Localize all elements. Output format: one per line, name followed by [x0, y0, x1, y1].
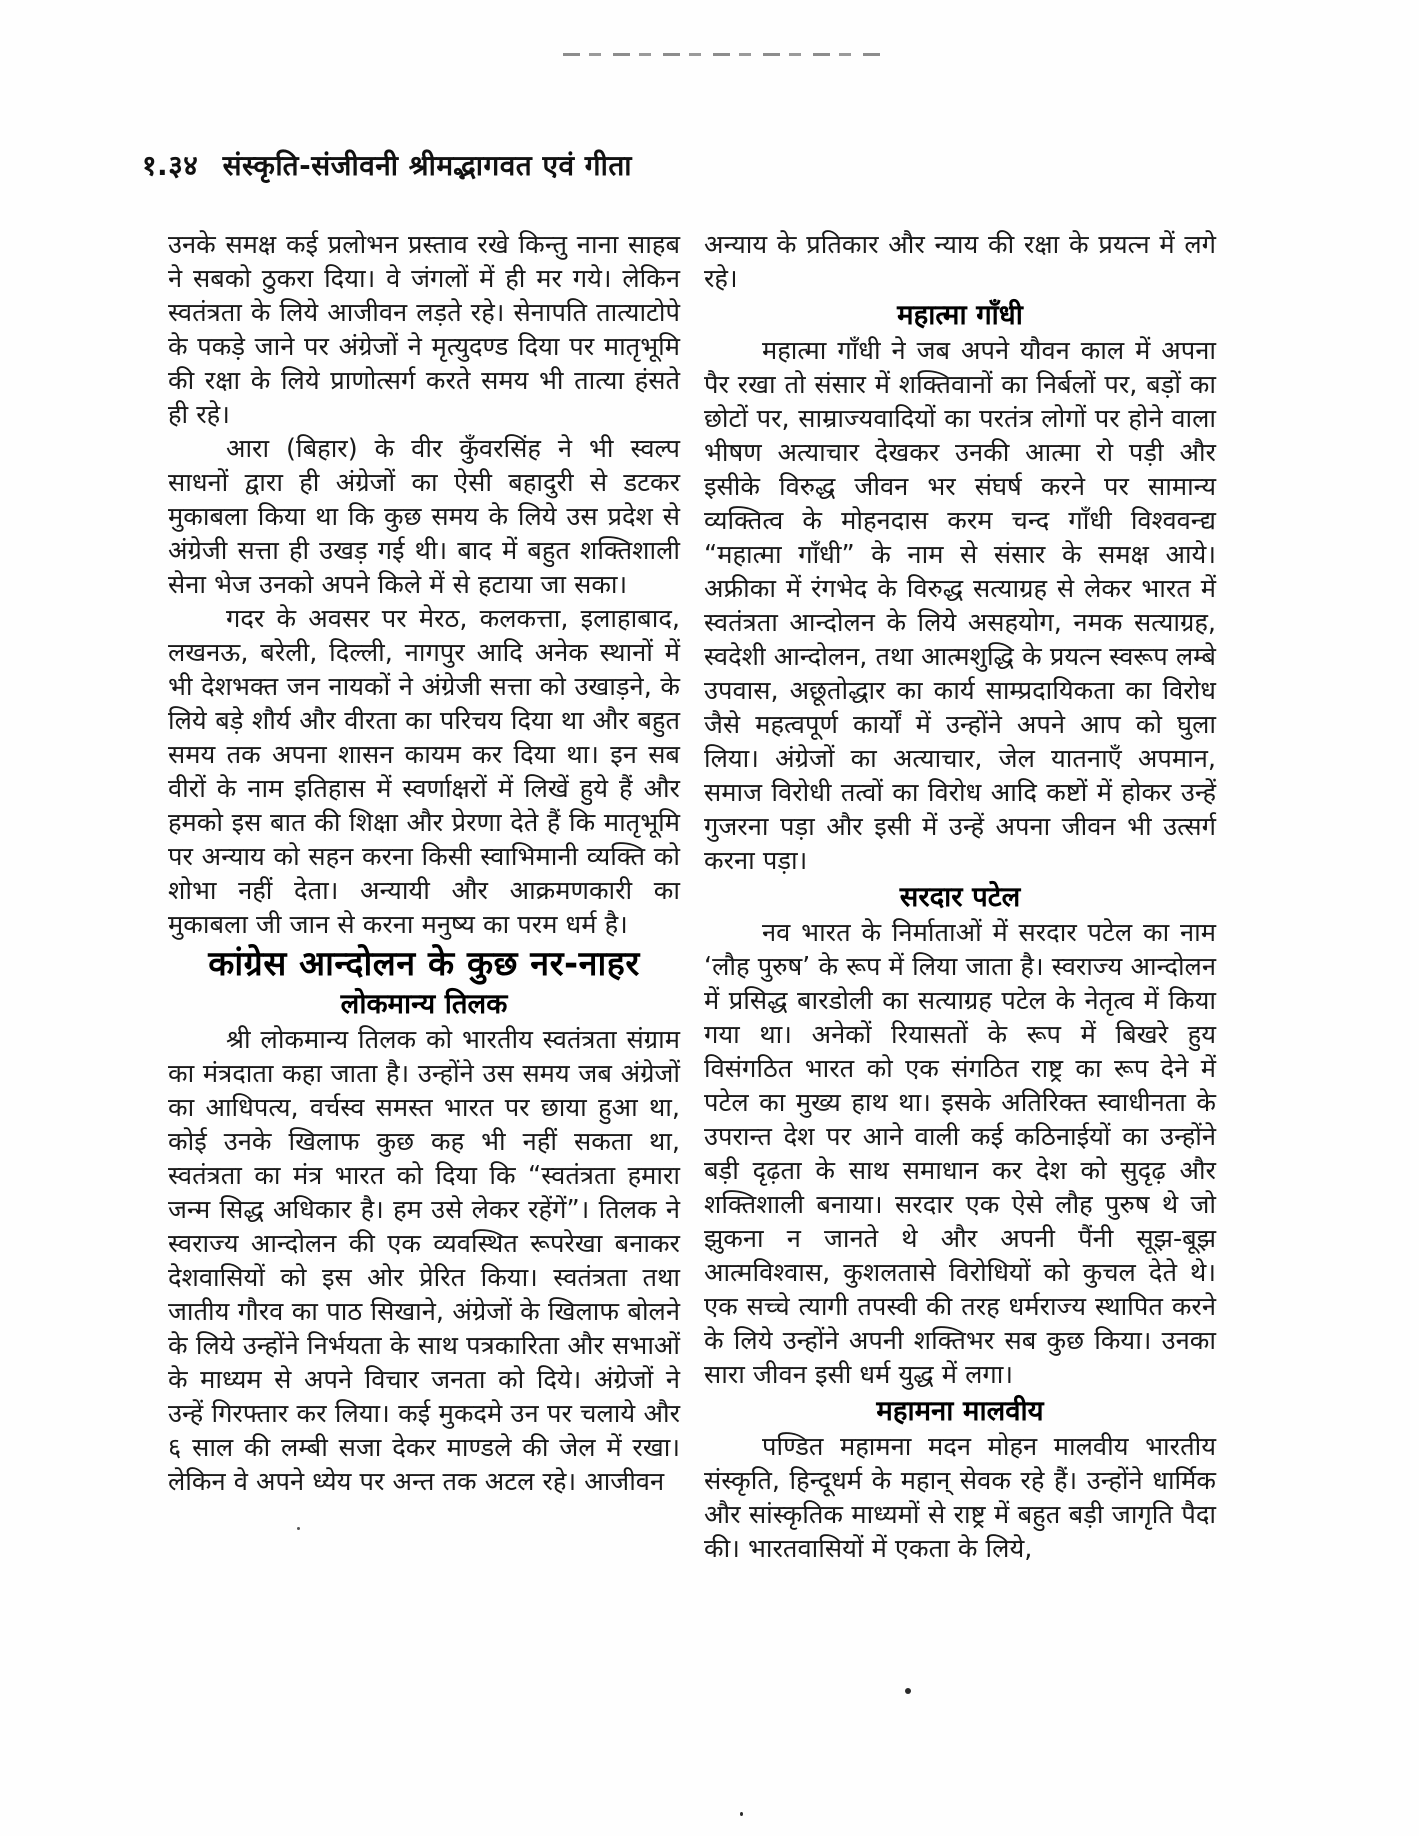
- paragraph-gadar: गदर के अवसर पर मेरठ, कलकत्ता, इलाहाबाद, लखनऊ, बरेली, दिल्ली, नागपुर आदि अनेक स्थानों में भी देशभक्त जन नायकों ने अंग्रेजी सत्ता को उखाड़ने, के लिये बड़े शौर्य और वीरता का परिचय दिया था और बहुत समय तक अपना शासन कायम कर दिया था। इन सब वीरों के नाम इतिहास में स्वर्णाक्षरों में लिखें हुये हैं और हमको इस बात की शिक्षा और प्रेरणा देते हैं कि मातृभूमि पर अन्याय को सहन करना किसी स्वाभिमानी व्यक्ति को शोभा नहीं देता। अन्यायी और आक्रमणकारी का मुकाबला जी जान से करना मनुष्य का परम धर्म है।: [168, 604, 680, 940]
- heading-mahatma-gandhi: महात्मा गाँधी: [897, 299, 1023, 331]
- scan-speck: [905, 1688, 911, 1694]
- paragraph-kunwar-singh: आरा (बिहार) के वीर कुँवरसिंह ने भी स्वल्प साधनों द्वारा ही अंग्रेजों का ऐसी बहादुरी से डटकर मुकाबला किया था कि कुछ समय के लिये उस प्रदेश से अंग्रेजी सत्ता ही उखड़ गई थी। बाद में बहुत शक्तिशाली सेना भेज उनको अपने किले में से हटाया जा सका।: [168, 434, 680, 600]
- paragraph-nyaya-raksha: अन्याय के प्रतिकार और न्याय की रक्षा के प्रयत्न में लगे रहे।: [704, 230, 1216, 294]
- paragraph-malaviya: पण्डित महामना मदन मोहन मालवीय भारतीय संस्कृति, हिन्दूधर्म के महान् सेवक रहे हैं। उन्होंने धार्मिक और सांस्कृतिक माध्यमों से राष्ट्र में बहुत बड़ी जागृति पैदा की। भारतवासियों में एकता के लिये,: [704, 1432, 1216, 1564]
- scan-speck: [297, 1527, 300, 1530]
- page-number: १.३४: [142, 149, 199, 182]
- heading-lokmanya-tilak: लोकमान्य तिलक: [340, 988, 508, 1020]
- paragraph-patel: नव भारत के निर्माताओं में सरदार पटेल का नाम ‘लौह पुरुष’ के रूप में लिया जाता है। स्वराज्य आन्दोलन में प्रसिद्ध बारडोली का सत्याग्रह पटेल के नेतृत्व में किया गया था। अनेकों रियासतों के रूप में बिखरे हुय विसंगठित भारत को एक संगठित राष्ट्र का रूप देने में पटेल का मुख्य हाथ था। इसके अतिरिक्त स्वाधीनता के उपरान्त देश पर आने वाली कई कठिनाईयों का उन्होंने बड़ी दृढ़ता के साथ समाधान कर देश को सुदृढ़ और शक्तिशाली बनाया। सरदार एक ऐसे लौह पुरुष थे जो झुकना न जानते थे और अपनी पैंनी सूझ-बूझ आत्मविश्वास, कुशलतासे विरोधियों को कुचल देते थे। एक सच्चे त्यागी तपस्वी की तरह धर्मराज्य स्थापित करने के लिये उन्होंने अपनी शक्तिभर सब कुछ किया। उनका सारा जीवन इसी धर्म युद्ध में लगा।: [704, 918, 1216, 1390]
- scan-artifact-dashed-line: [563, 53, 883, 56]
- paragraph-gandhi: महात्मा गाँधी ने जब अपने यौवन काल में अपना पैर रखा तो संसार में शक्तिवानों का निर्बलों पर, बड़ों का छोटों पर, साम्राज्यवादियों का परतंत्र लोगों पर होने वाला भीषण अत्याचार देखकर उनकी आत्मा रो पड़ी और इसीके विरुद्ध जीवन भर संघर्ष करने पर सामान्य व्यक्तित्व के मोहनदास करम चन्द गाँधी विश्ववन्द्य “महात्मा गाँधी” के नाम से संसार के समक्ष आये। अफ्रीका में रंगभेद के विरुद्ध सत्याग्रह से लेकर भारत में स्वतंत्रता आन्दोलन के लिये असहयोग, नमक सत्याग्रह, स्वदेशी आन्दोलन, तथा आत्मशुद्धि के प्रयत्न स्वरूप लम्बे उपवास, अछूतोद्धार का कार्य साम्प्रदायिकता का विरोध जैसे महत्वपूर्ण कार्यों में उन्होंने अपने आप को घुला लिया। अंग्रेजों का अत्याचार, जेल यातनाएँ अपमान, समाज विरोधी तत्वों का विरोध आदि कष्टों में होकर उन्हें गुजरना पड़ा और इसी में उन्हें अपना जीवन भी उत्सर्ग करना पड़ा।: [704, 336, 1216, 876]
- paragraph-nana-saheb: उनके समक्ष कई प्रलोभन प्रस्ताव रखे किन्तु नाना साहब ने सबको ठुकरा दिया। वे जंगलों में ही मर गये। लेकिन स्वतंत्रता के लिये आजीवन लड़ते रहे। सेनापति तात्याटोपे के पकड़े जाने पर अंग्रेजों ने मृत्युदण्ड दिया पर मातृभूमि की रक्षा के लिये प्राणोत्सर्ग करते समय भी तात्या हंसते ही रहे।: [168, 230, 680, 430]
- heading-congress-movement: कांग्रेस आन्दोलन के कुछ नर-नाहर: [208, 944, 640, 984]
- paragraph-tilak: श्री लोकमान्य तिलक को भारतीय स्वतंत्रता संग्राम का मंत्रदाता कहा जाता है। उन्होंने उस समय जब अंग्रेजों का आधिपत्य, वर्चस्व समस्त भारत पर छाया हुआ था, कोई उनके खिलाफ कुछ कह भी नहीं सकता था, स्वतंत्रता का मंत्र भारत को दिया कि “स्वतंत्रता हमारा जन्म सिद्ध अधिकार है। हम उसे लेकर रहेंगें”। तिलक ने स्वराज्य आन्दोलन की एक व्यवस्थित रूपरेखा बनाकर देशवासियों को इस ओर प्रेरित किया। स्वतंत्रता तथा जातीय गौरव का पाठ सिखाने, अंग्रेजों के खिलाफ बोलने के लिये उन्होंने निर्भयता के साथ पत्रकारिता और सभाओं के माध्यम से अपने विचार जनता को दिये। अंग्रेजों ने उन्हें गिरफ्तार कर लिया। कई मुकदमे उन पर चलाये और ६ साल की लम्बी सजा देकर माण्डले की जेल में रखा। लेकिन वे अपने ध्येय पर अन्त तक अटल रहे। आजीवन: [168, 1025, 680, 1497]
- heading-sardar-patel: सरदार पटेल: [899, 881, 1021, 913]
- running-header: [142, 146, 632, 184]
- scan-speck: [740, 1812, 743, 1816]
- text-columns: [168, 228, 1216, 1566]
- right-column: [704, 228, 1216, 1566]
- left-column: [168, 228, 680, 1566]
- heading-mahamana-malaviya: महामना मालवीय: [876, 1395, 1044, 1427]
- book-title: संस्कृति-संजीवनी श्रीमद्भागवत एवं गीता: [222, 149, 633, 182]
